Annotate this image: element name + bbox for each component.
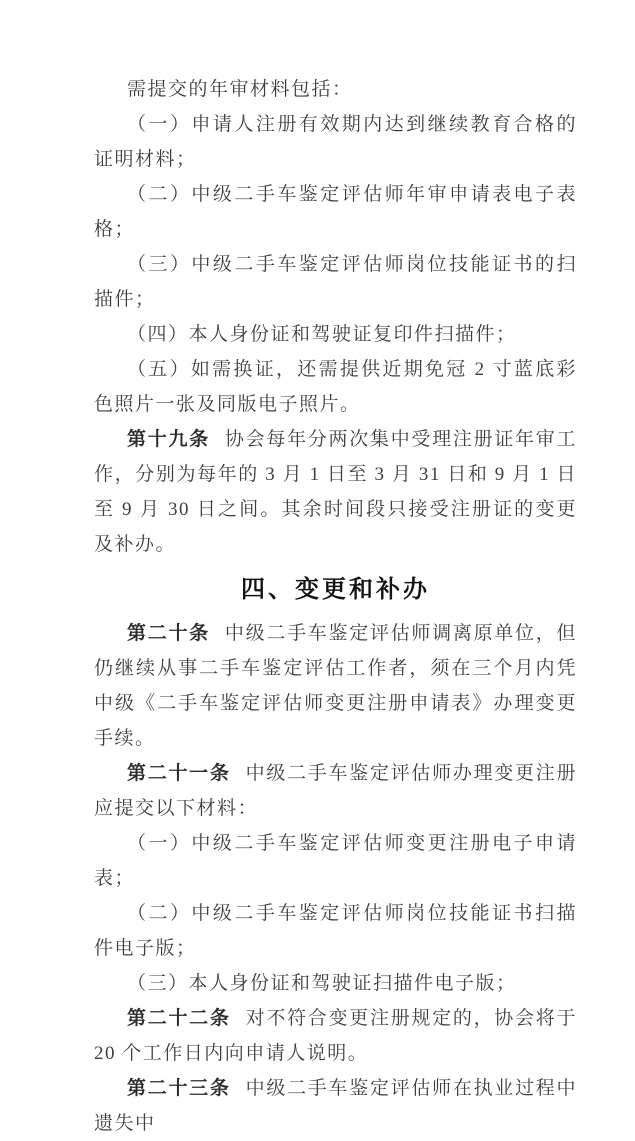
paragraph-text: 对不符合变更注册规定的，协会将于 20 个工作日内向申请人说明。	[94, 1008, 577, 1064]
paragraph: （一）中级二手车鉴定评估师变更注册电子申请表；	[94, 833, 577, 889]
paragraph: （五）如需换证，还需提供近期免冠 2 寸蓝底彩色照片一张及同版电子照片。	[94, 359, 577, 415]
paragraph: 需提交的年审材料包括：	[127, 79, 353, 100]
article-number: 第二十一条	[127, 763, 231, 784]
paragraph-text: 协会每年分两次集中受理注册证年审工作，分别为每年的 3 月 1 日至 3 月 31 日和 9 月 1 日至 9 月 30 日之间。其余时间段只接受注册证的变更及补办。	[94, 429, 577, 555]
article-number: 第十九条	[127, 429, 210, 450]
paragraph: （三）中级二手车鉴定评估师岗位技能证书的扫描件；	[94, 254, 577, 310]
paragraph: （一）申请人注册有效期内达到继续教育合格的证明材料；	[94, 114, 577, 170]
paragraph	[94, 756, 577, 826]
paragraph: （二）中级二手车鉴定评估师年审申请表电子表格；	[94, 184, 577, 240]
paragraph	[94, 1071, 577, 1141]
paragraph-text: 中级二手车鉴定评估师调离原单位，但仍继续从事二手车鉴定评估工作者，须在三个月内凭中级《二手车鉴定评估师变更注册申请表》办理变更手续。	[94, 623, 577, 749]
section-heading: 四、变更和补办	[241, 576, 430, 603]
paragraph-text: 中级二手车鉴定评估师在执业过程中遗失中	[94, 1078, 577, 1134]
paragraph: （三）本人身份证和驾驶证扫描件电子版；	[127, 973, 517, 994]
paragraph	[94, 1001, 577, 1071]
article-number: 第二十三条	[127, 1078, 231, 1099]
article-number: 第二十条	[127, 623, 210, 644]
paragraph: （二）中级二手车鉴定评估师岗位技能证书扫描件电子版；	[94, 903, 577, 959]
paragraph: （四）本人身份证和驾驶证复印件扫描件；	[127, 324, 517, 345]
document-body	[94, 72, 577, 1141]
article-number: 第二十二条	[127, 1008, 231, 1029]
paragraph-text: 中级二手车鉴定评估师办理变更注册应提交以下材料：	[94, 763, 577, 819]
paragraph	[94, 616, 577, 756]
paragraph	[94, 422, 577, 562]
